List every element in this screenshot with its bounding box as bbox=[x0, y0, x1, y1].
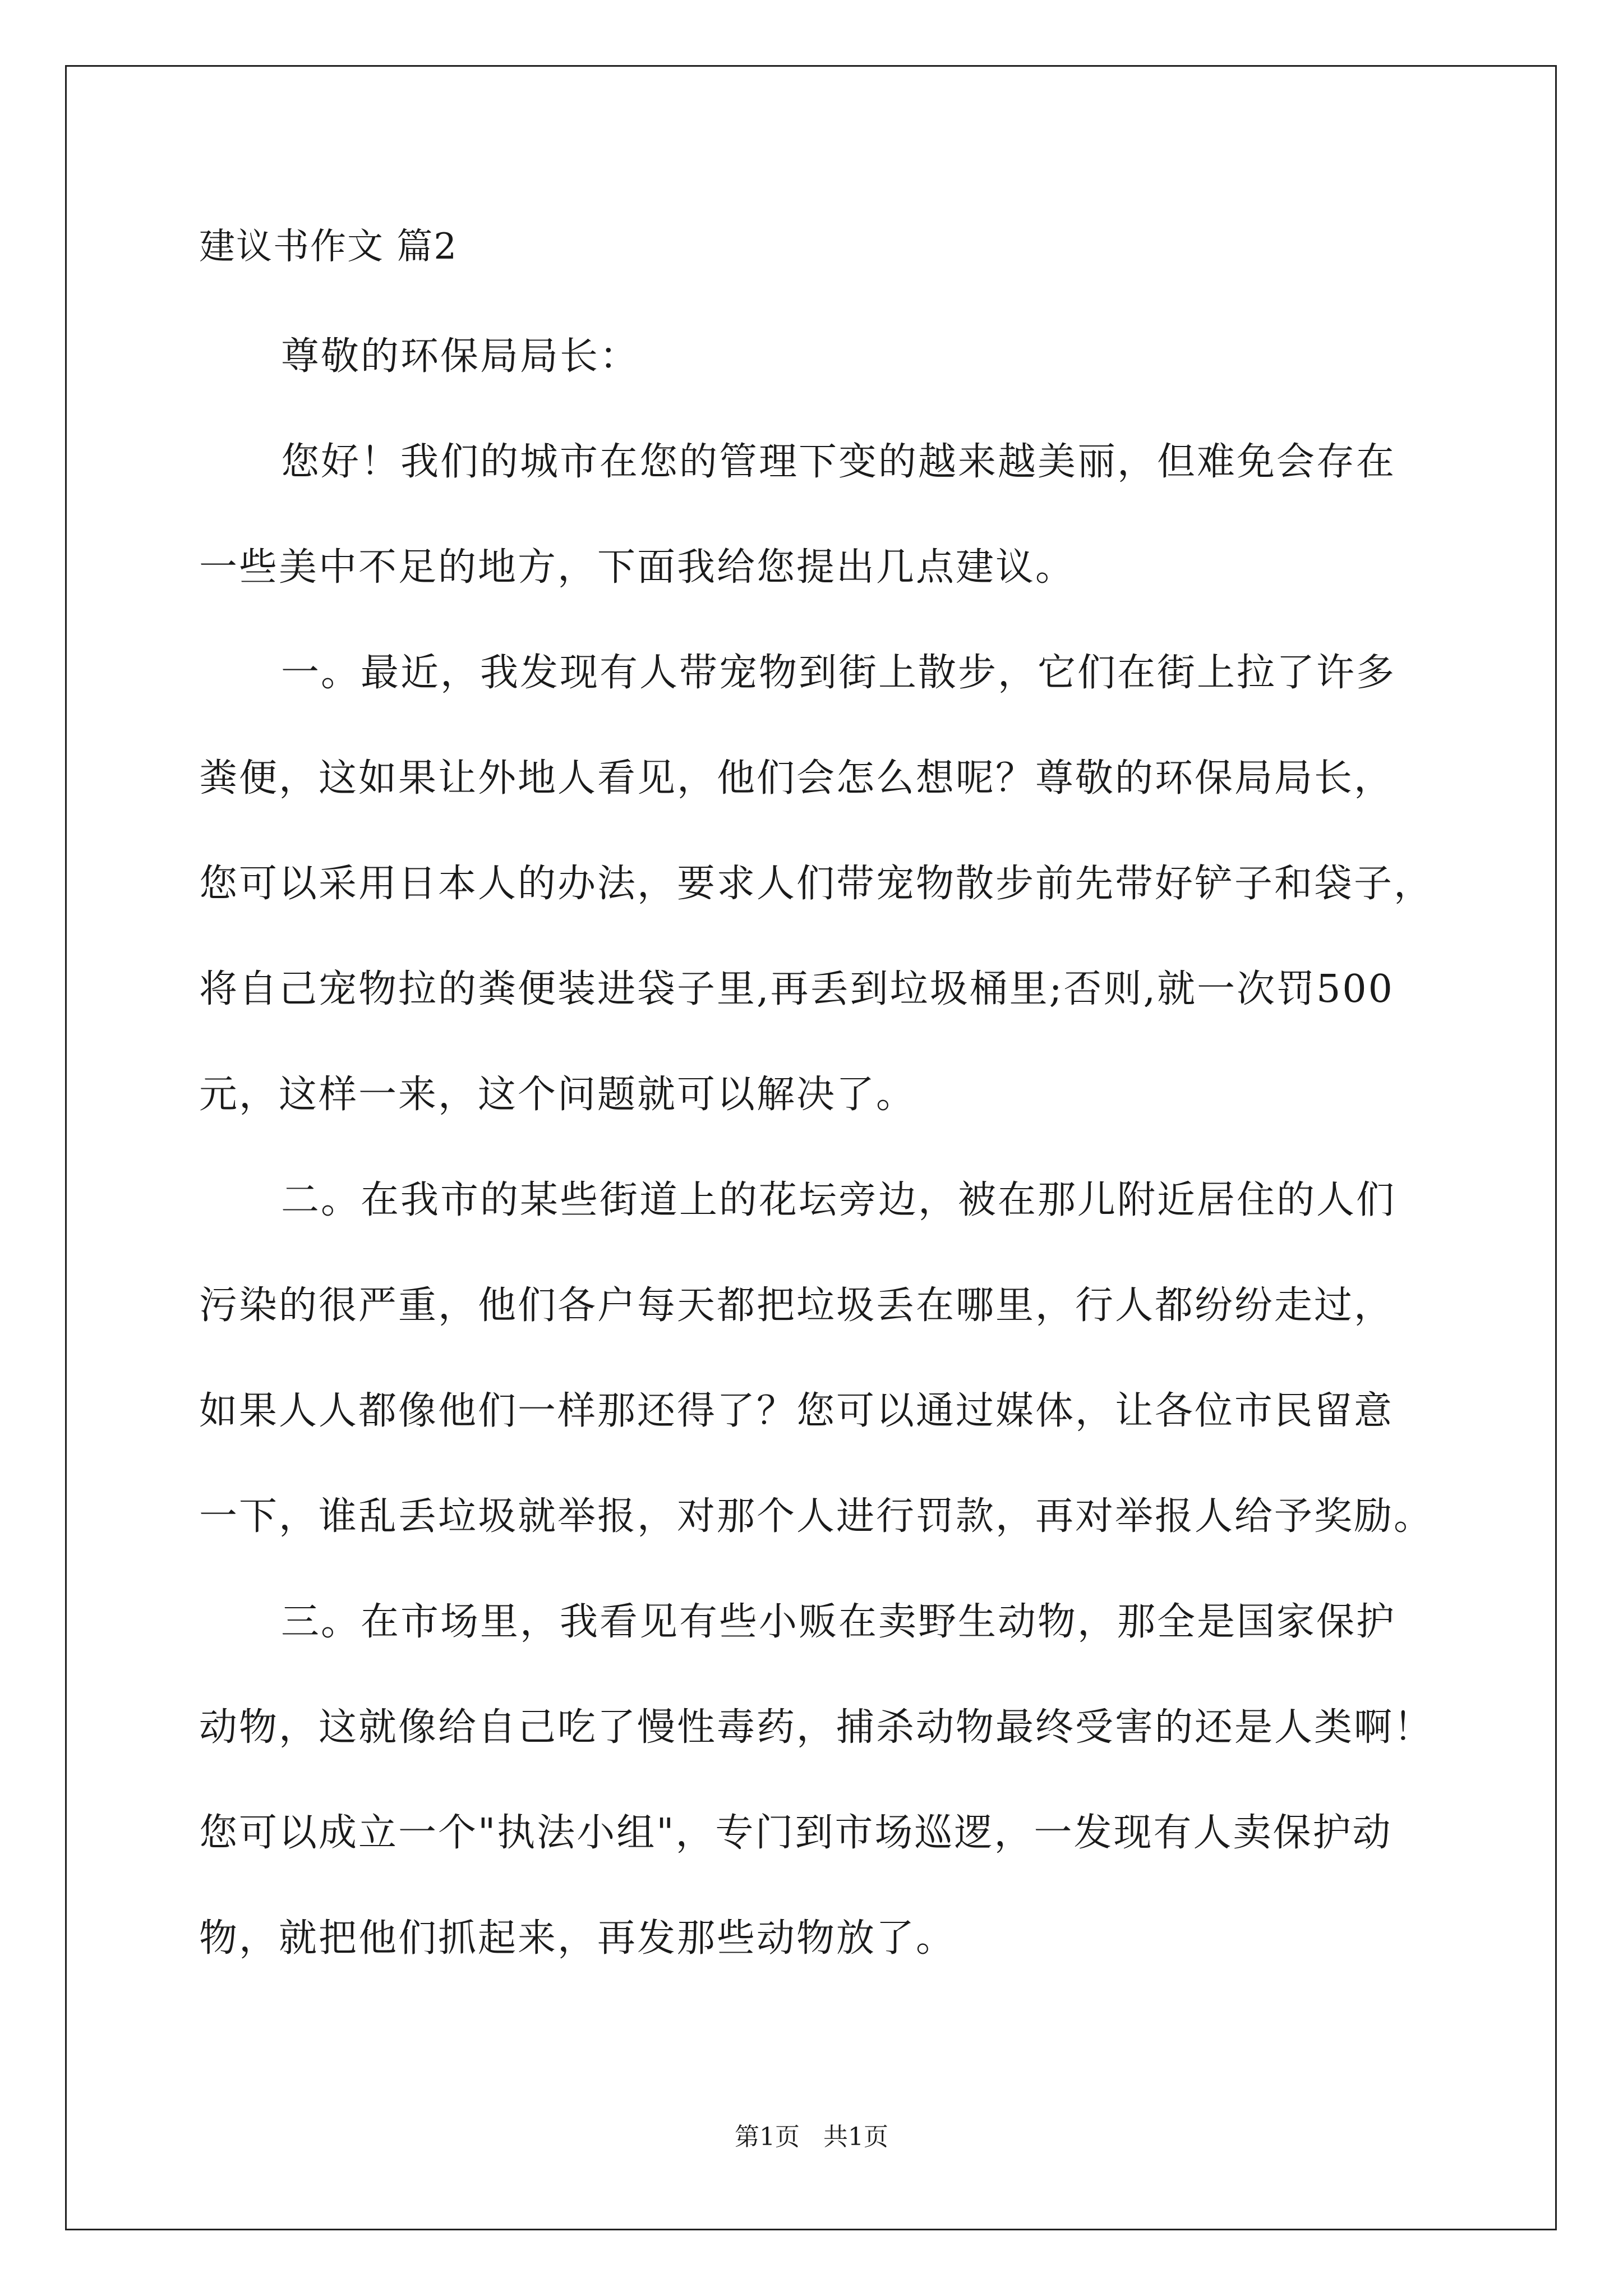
text-line: 如果人人都像他们一样那还得了？您可以通过媒体，让各位市民留意 bbox=[199, 1389, 1394, 1433]
text-line: 污染的很严重，他们各户每天都把垃圾丢在哪里，行人都纷纷走过， bbox=[199, 1283, 1394, 1328]
text-line: 尊敬的环保局局长： bbox=[281, 334, 640, 379]
text-line: 粪便，这如果让外地人看见，他们会怎么想呢？尊敬的环保局局长， bbox=[199, 756, 1394, 800]
text-line: 一。最近，我发现有人带宠物到街上散步，它们在街上拉了许多 bbox=[281, 651, 1396, 695]
text-line: 物，就把他们抓起来，再发那些动物放了。 bbox=[199, 1916, 956, 1961]
text-line: 动物，这就像给自己吃了慢性毒药，捕杀动物最终受害的还是人类啊！ bbox=[199, 1705, 1434, 1750]
text-line: 一下，谁乱丢垃圾就举报，对那个人进行罚款，再对举报人给予奖励。 bbox=[199, 1494, 1434, 1539]
text-line: 您可以采用日本人的办法，要求人们带宠物散步前先带好铲子和袋子， bbox=[199, 862, 1434, 906]
text-line: 一些美中不足的地方，下面我给您提出几点建议。 bbox=[199, 545, 1076, 590]
text-line: 您好！我们的城市在您的管理下变的越来越美丽，但难免会存在 bbox=[281, 440, 1396, 484]
page-number-footer: 第1页 共1页 bbox=[735, 2123, 888, 2151]
document-body bbox=[199, 329, 1434, 2016]
document-title: 建议书作文 篇2 bbox=[199, 226, 458, 268]
text-line: 三。在市场里，我看见有些小贩在卖野生动物，那全是国家保护 bbox=[281, 1600, 1396, 1644]
text-line: 二。在我市的某些街道上的花坛旁边，被在那儿附近居住的人们 bbox=[281, 1178, 1396, 1222]
text-line: 您可以成立一个"执法小组"，专门到市场巡逻，一发现有人卖保护动 bbox=[199, 1811, 1393, 1855]
text-line: 元，这样一来，这个问题就可以解决了。 bbox=[199, 1073, 916, 1117]
text-line: 将自己宠物拉的粪便装进袋子里,再丢到垃圾桶里;否则,就一次罚500 bbox=[199, 967, 1394, 1011]
